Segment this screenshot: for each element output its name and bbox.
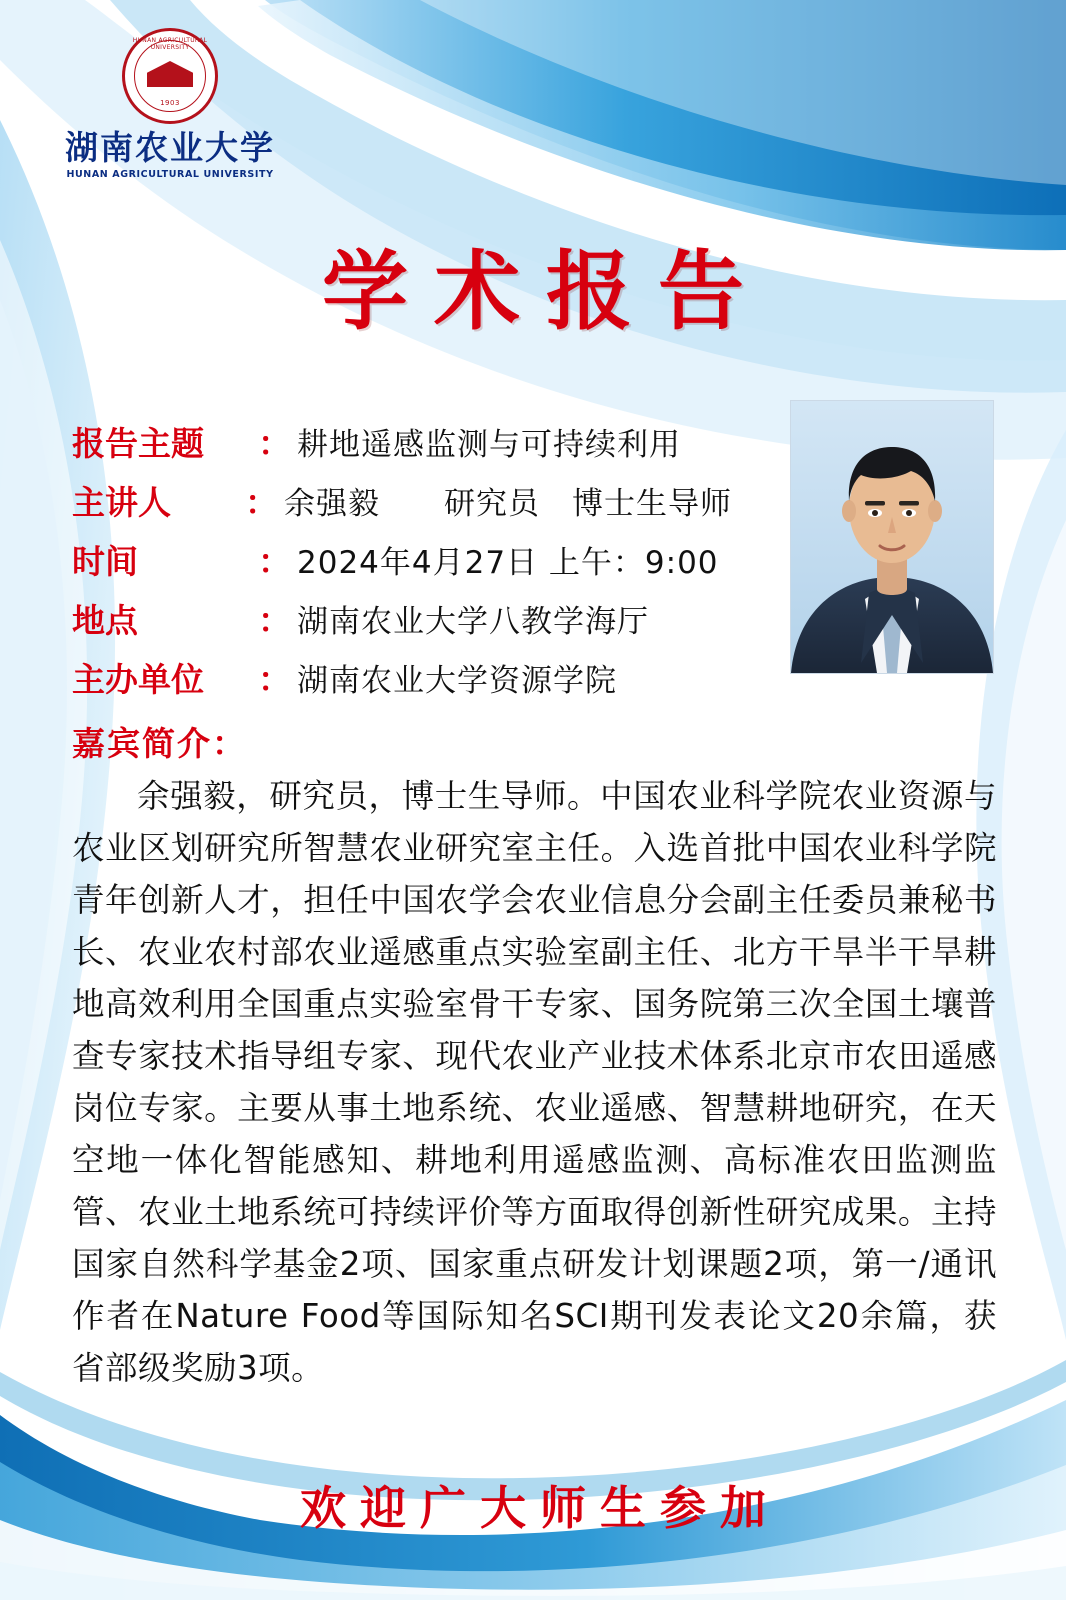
info-label-location: 地点 xyxy=(72,601,138,640)
info-label-speaker: 主讲人 xyxy=(72,483,171,522)
info-label-time: 时间 xyxy=(72,542,138,581)
event-info xyxy=(72,418,732,713)
bio-text: 余强毅，研究员，博士生导师。中国农业科学院农业资源与农业区划研究所智慧农业研究室主任。入选首批中国农业科学院青年创新人才，担任中国农学会农业信息分会副主任委员兼秘书长、农业农村部农业遥感重点实验室副主任、北方干旱半干旱耕地高效利用全国重点实验室骨干专家、国务院第三次全国土壤普查专家技术指导组专家、现代农业产业技术体系北京市农田遥感岗位专家。主要从事土地系统、农业遥感、智慧耕地研究，在天空地一体化智能感知、耕地利用遥感监测、高标准农田监测监管、农业土地系统可持续评价等方面取得创新性研究成果。主持国家自然科学基金2项、国家重点研发计划课题2项，第一/通讯作者在Nature Food等国际知名SCI期刊发表论文20余篇，获省部级奖励3项。 xyxy=(72,777,997,1387)
university-name-en: HUNAN AGRICULTURAL UNIVERSITY xyxy=(66,169,274,181)
info-row-time xyxy=(72,536,732,583)
info-colon-location: ： xyxy=(258,601,291,640)
info-value-location: 湖南农业大学八教学海厅 xyxy=(297,604,649,640)
seal-arc-text: HUNAN AGRICULTURAL UNIVERSITY xyxy=(132,37,208,51)
university-logo xyxy=(60,28,280,180)
info-value-time: 2024年4月27日 上午：9:00 xyxy=(297,545,719,581)
bio-heading xyxy=(72,718,247,765)
footer-invitation: 欢迎广大师生参加 xyxy=(300,1481,780,1535)
seal-year: 1903 xyxy=(160,99,180,107)
bio-heading-colon: ： xyxy=(212,724,247,763)
info-row-topic xyxy=(72,418,732,465)
info-label-topic: 报告主题 xyxy=(72,424,204,463)
page-title: 学术报告 xyxy=(322,241,770,342)
info-value-organizer: 湖南农业大学资源学院 xyxy=(297,663,617,699)
info-colon-speaker: ： xyxy=(245,483,278,522)
info-row-speaker xyxy=(72,477,732,524)
portrait-illustration xyxy=(791,401,993,673)
info-colon-organizer: ： xyxy=(258,660,291,699)
info-row-location xyxy=(72,595,732,642)
university-name-cn: 湖南农业大学 xyxy=(65,128,275,167)
info-row-organizer xyxy=(72,654,732,701)
speaker-portrait xyxy=(790,400,994,674)
info-value-topic: 耕地遥感监测与可持续利用 xyxy=(297,427,681,463)
university-seal-icon xyxy=(122,28,218,124)
info-colon-time: ： xyxy=(258,542,291,581)
bio-heading-text: 嘉宾简介 xyxy=(72,724,212,763)
info-colon-topic: ： xyxy=(258,424,291,463)
info-value-speaker: 余强毅 研究员 博士生导师 xyxy=(284,486,732,522)
info-label-organizer: 主办单位 xyxy=(72,660,204,699)
